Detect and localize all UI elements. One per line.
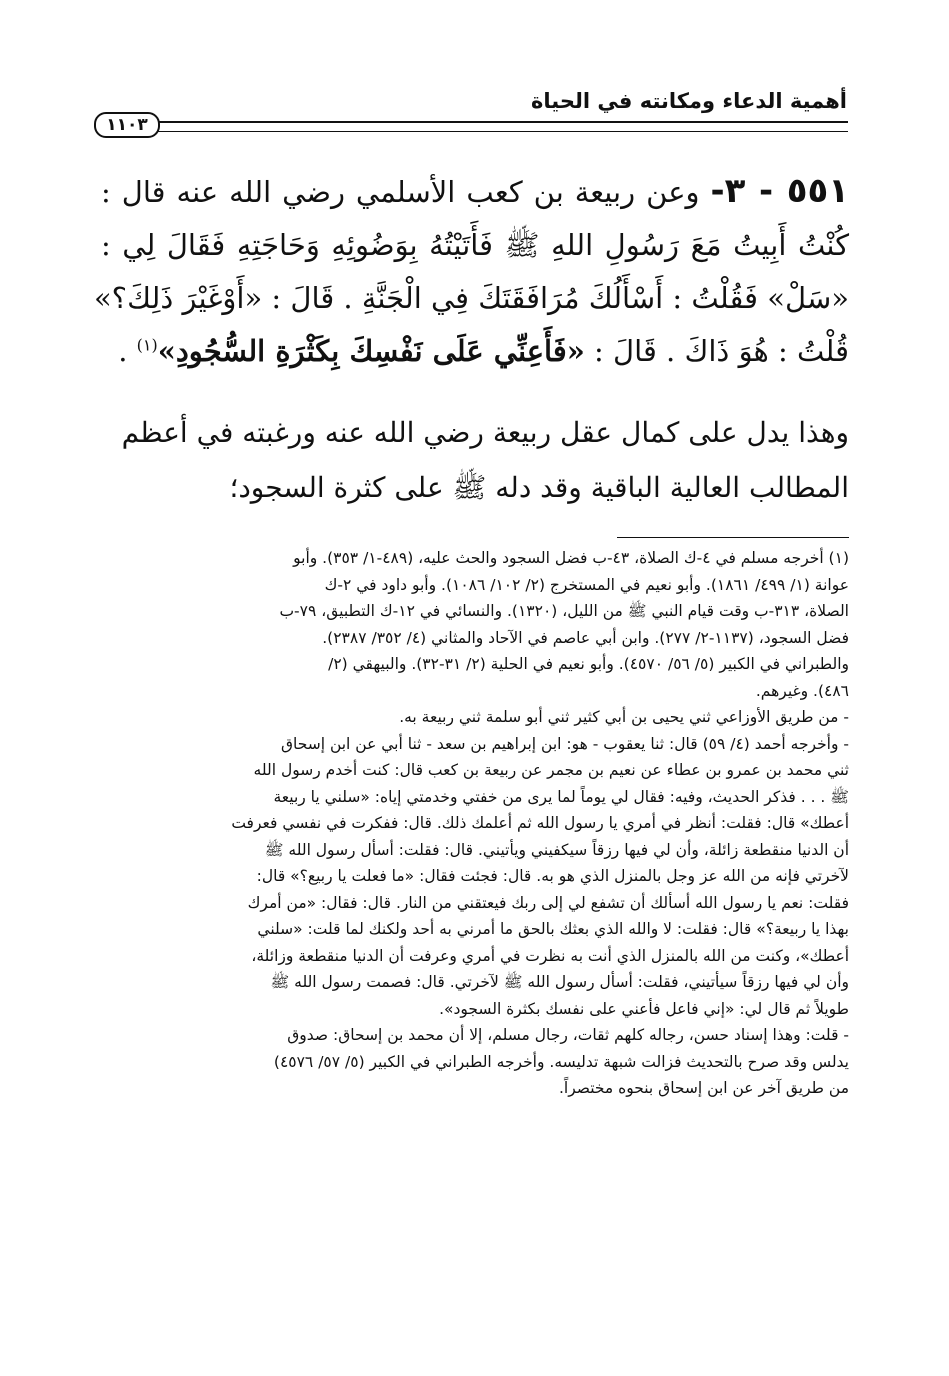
- footnote-line: فقلت: نعم يا رسول الله أسألك أن تشفع لي إلى ربك فيعتقني من النار. قال: فقال: «من أمرك: [247, 893, 849, 912]
- hadith-number: ٥٥١ - ٣-: [710, 171, 849, 211]
- footnote-line: أن الدنيا منقطعة زائلة، وأن لي فيها رزقاً سيكفيني ويأتيني. قال: فقلت: أسأل رسول الله ﷺ: [264, 840, 849, 859]
- footnote-line: بهذا يا ربيعة؟» قال: فقلت: لا والله الذي بعثك بالحق ما أمرني به أحد ولكنك لما قلت: «سلني: [257, 920, 849, 938]
- footnote-line: ﷺ . . . فذكر الحديث، وفيه: فقال لي يوماً لما يرى من خفتي وخدمتي إياه: «سلني يا ربيعة: [273, 787, 849, 806]
- running-title: أهمية الدعاء ومكانته في الحياة: [531, 89, 847, 113]
- hadith-prophet-quote: «فَأَعِنِّي عَلَى نَفْسِكَ بِكَثْرَةِ السُّجُودِ»: [157, 334, 585, 368]
- footnote-line: يدلس وقد صرح بالتحديث فزالت شبهة تدليسه. وأخرجه الطبراني في الكبير (٥/ ٥٧/ ٤٥٧٦): [273, 1052, 849, 1071]
- commentary: [101, 405, 849, 515]
- footnotes: [99, 545, 849, 1102]
- hadith-line-2: كُنْتُ أَبِيتُ مَعَ رَسُولِ اللهِ ﷺ فَأَتَيْتُهُ بِوَضُوئِهِ وَحَاجَتِهِ فَقَالَ لِي :: [101, 228, 849, 262]
- commentary-line-1: وهذا يدل على كمال عقل ربيعة رضي الله عنه ورغبته في أعظم: [121, 416, 849, 449]
- footnote-line: عوانة (١/ ٤٩٩/ ١٨٦١). وأبو نعيم في المستخرج (٢/ ١٠٢/ ١٠٨٦). وأبو داود في ٢-ك: [324, 575, 849, 594]
- footnote-line: فضل السجود، (١١٣٧-٢/ ٢٧٧). وابن أبي عاصم في الآحاد والمثاني (٤/ ٣٥٢/ ٢٣٨٧).: [322, 628, 849, 647]
- footnote-line: والطبراني في الكبير (٥/ ٥٦/ ٤٥٧٠). وأبو نعيم في الحلية (٢/ ٣١-٣٢). والبيهقي (٢/: [328, 655, 849, 673]
- footnote-line: أعطك»، وكنت من الله بالمنزل الذي أنت به نظرت في أمري وعرفت أن الدنيا منقطعة وزائلة،: [251, 946, 849, 965]
- footnote-line: من طريق آخر عن ابن إسحاق بنحوه مختصراً.: [558, 1079, 849, 1097]
- footnote-line: (١) أخرجه مسلم في ٤-ك الصلاة، ٤٣-ب فضل السجود والحث عليه، (٤٨٩-١/ ٣٥٣). وأبو: [293, 549, 849, 567]
- commentary-line-2: المطالب العالية الباقية وقد دله ﷺ على كثرة السجود؛: [229, 471, 849, 504]
- footnote-line: أعطك» قال: فقلت: أنظر في أمري يا رسول الله ثم أعلمك ذلك. قال: ففكرت في نفسي فعرفت: [231, 814, 849, 832]
- hadith-intro: وعن ربيعة بن كعب الأسلمي رضي الله عنه قال :: [101, 175, 700, 209]
- hadith-line-4: [101, 325, 849, 378]
- footnote-line: ثني محمد بن عمرو بن عطاء عن نعيم بن مجمر عن ربيعة بن كعب قال: كنت أخدم رسول الله: [253, 761, 849, 779]
- footnote-line: - قلت: وهذا إسناد حسن، رجاله كلهم ثقات، رجال مسلم، إلا أن محمد بن إسحاق: صدوق: [287, 1026, 849, 1044]
- footnote-reference: (١): [136, 335, 158, 355]
- footnote-line: الصلاة، ٣١٣-ب وقت قيام النبي ﷺ من الليل، (١٣٢٠). والنسائي في ١٢-ك التطبيق، ٧٩-ب: [279, 602, 849, 620]
- footnote-line: - من طريق الأوزاعي ثني يحيى بن أبي كثير ثني أبو سلمة ثني ربيعة به.: [399, 708, 849, 726]
- hadith-line-4-start: قُلْتُ : هُوَ ذَاكَ . قَالَ :: [584, 334, 849, 368]
- page-number: ١١٠٣: [94, 112, 160, 138]
- footnote-line: وأن لي فيها رزقاً سيأتيني، فقلت: أسأل رسول الله ﷺ لآخرتي. قال: فصمت رسول الله ﷺ: [270, 973, 849, 991]
- hadith-line-1: [101, 165, 849, 219]
- footnote-line: لآخرتي فإنه من الله عز وجل بالمنزل الذي هو به. قال: فجئت فقال: «ما فعلت يا ربيع؟» قال:: [256, 867, 849, 885]
- hadith-line-3: «سَلْ» فَقُلْتُ : أَسْأَلُكَ مُرَافَقَتَكَ فِي الْجَنَّةِ . قَالَ : «أَوْغَيْرَ ذَلِكَ؟»: [93, 281, 849, 315]
- footnote-separator: [617, 537, 849, 538]
- footnote-line: - وأخرجه أحمد (٤/ ٥٩) قال: ثنا يعقوب - هو: ابن إبراهيم بن سعد - ثنا أبي عن ابن إسحاق: [280, 734, 849, 753]
- header-rule: [148, 121, 848, 132]
- hadith-text: [93, 165, 849, 378]
- hadith-line-4-end: .: [118, 334, 137, 368]
- footnote-line: طويلاً ثم قال لي: «إني فاعل فأعني على نفسك بكثرة السجود».: [439, 999, 849, 1018]
- footnote-line: ٤٨٦). وغيرهم.: [755, 681, 849, 700]
